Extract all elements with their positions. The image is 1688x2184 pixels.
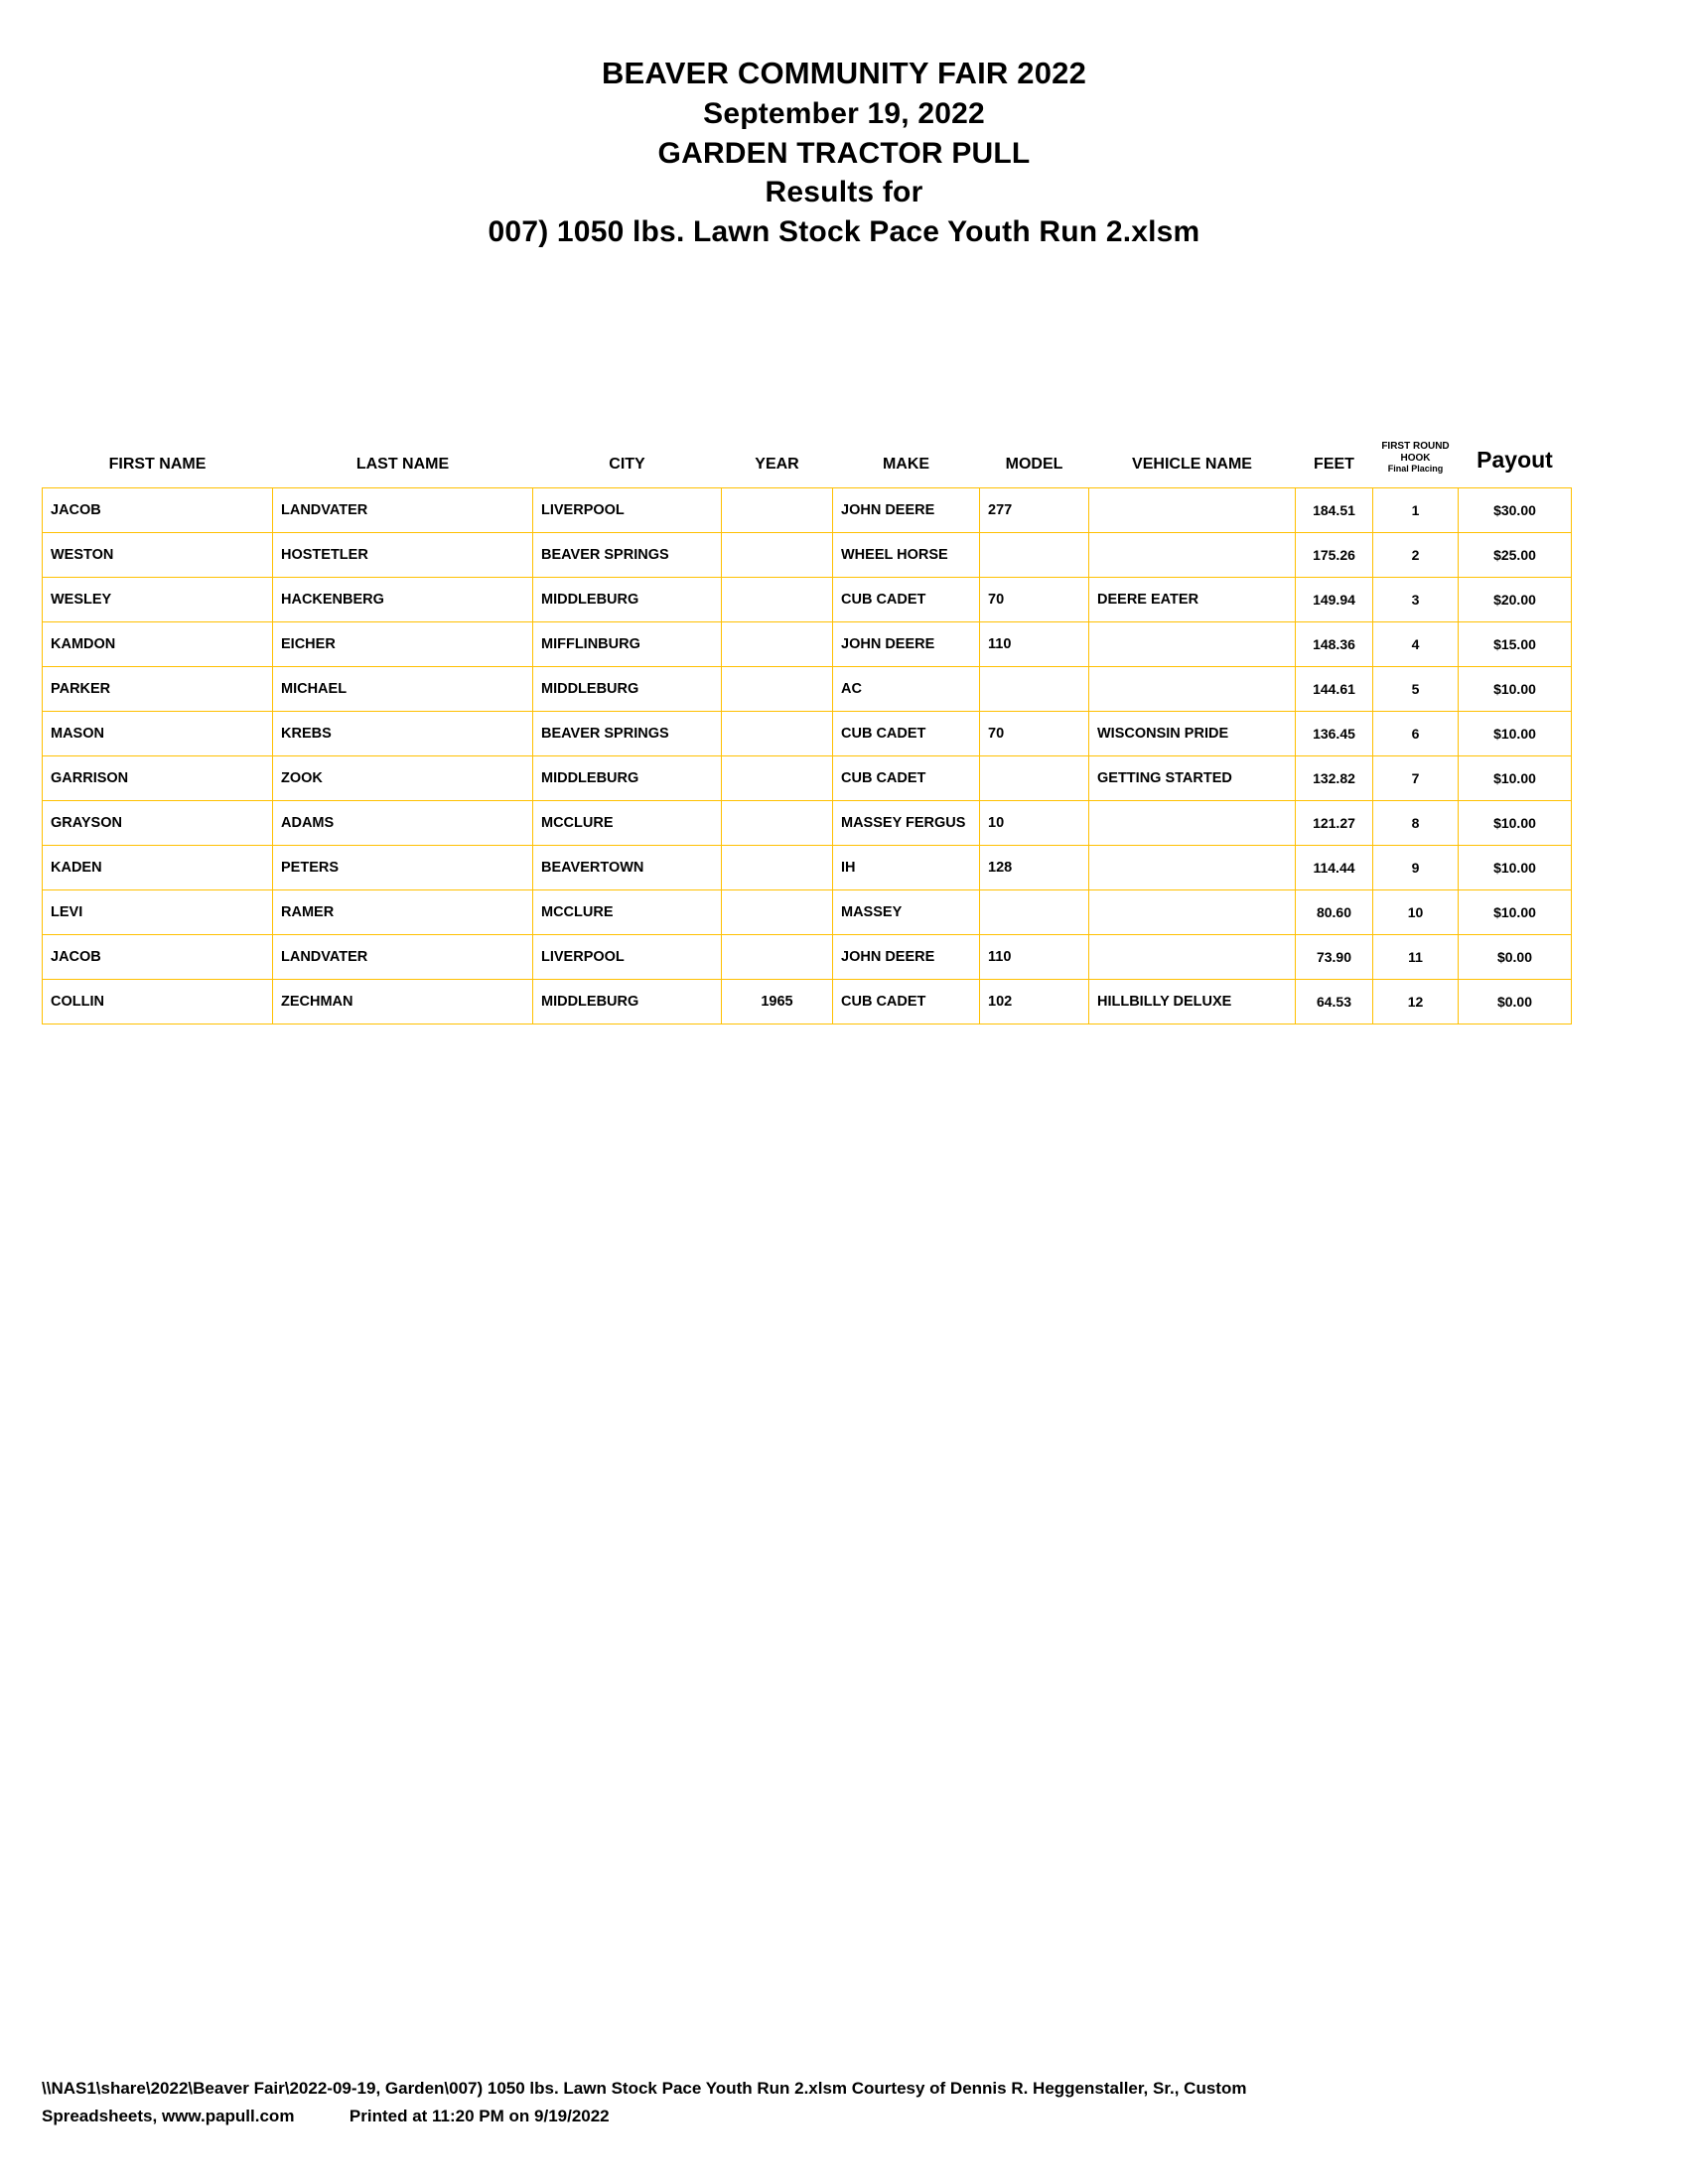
table-row	[43, 667, 1572, 712]
column-header-vehicle-name: VEHICLE NAME	[1132, 456, 1252, 474]
cell-final-placing: 11	[1373, 935, 1459, 980]
cell-last-name: MICHAEL	[273, 667, 533, 712]
cell-first-name: WESTON	[43, 533, 273, 578]
results-table	[42, 435, 1572, 1024]
cell-make: JOHN DEERE	[833, 622, 980, 667]
cell-final-placing: 6	[1373, 712, 1459, 756]
cell-feet: 136.45	[1296, 712, 1373, 756]
cell-last-name: LANDVATER	[273, 488, 533, 533]
cell-final-placing: 3	[1373, 578, 1459, 622]
footer-path-credit: \\NAS1\share\2022\Beaver Fair\2022-09-19, Garden\007) 1050 lbs. Lawn Stock Pace Youth Run 2.xlsm Courtesy of Dennis R. Heggenstaller, Sr., Custom	[42, 2078, 1247, 2098]
cell-payout: $10.00	[1459, 667, 1572, 712]
cell-vehicle-name	[1089, 667, 1296, 712]
cell-last-name: RAMER	[273, 890, 533, 935]
cell-year	[722, 667, 833, 712]
cell-city: MCCLURE	[533, 890, 722, 935]
cell-make: CUB CADET	[833, 712, 980, 756]
cell-make: CUB CADET	[833, 578, 980, 622]
cell-model: 10	[980, 801, 1089, 846]
cell-final-placing: 10	[1373, 890, 1459, 935]
cell-year	[722, 488, 833, 533]
cell-make: JOHN DEERE	[833, 935, 980, 980]
class-file-name: 007) 1050 lbs. Lawn Stock Pace Youth Run 2.xlsm	[488, 214, 1200, 248]
footer-print-time: Printed at 11:20 PM on 9/19/2022	[349, 2106, 610, 2125]
placing-header-line3: Final Placing	[1387, 464, 1444, 474]
table-row	[43, 980, 1572, 1024]
cell-make: AC	[833, 667, 980, 712]
cell-model: 70	[980, 578, 1089, 622]
cell-final-placing: 1	[1373, 488, 1459, 533]
cell-city: MIDDLEBURG	[533, 980, 722, 1024]
table-row	[43, 935, 1572, 980]
cell-year	[722, 712, 833, 756]
event-date: September 19, 2022	[703, 96, 985, 130]
cell-city: BEAVERTOWN	[533, 846, 722, 890]
cell-last-name: KREBS	[273, 712, 533, 756]
cell-first-name: KAMDON	[43, 622, 273, 667]
cell-payout: $0.00	[1459, 935, 1572, 980]
placing-header-line1: FIRST ROUND	[1381, 441, 1450, 452]
cell-first-name: WESLEY	[43, 578, 273, 622]
table-row	[43, 846, 1572, 890]
cell-final-placing: 9	[1373, 846, 1459, 890]
cell-make: JOHN DEERE	[833, 488, 980, 533]
document-footer	[42, 2075, 1630, 2130]
cell-city: BEAVER SPRINGS	[533, 712, 722, 756]
cell-last-name: HOSTETLER	[273, 533, 533, 578]
cell-model	[980, 756, 1089, 801]
cell-first-name: GARRISON	[43, 756, 273, 801]
event-name: GARDEN TRACTOR PULL	[657, 136, 1031, 170]
column-header-final-placing	[1373, 435, 1459, 488]
cell-final-placing: 4	[1373, 622, 1459, 667]
cell-vehicle-name: HILLBILLY DELUXE	[1089, 980, 1296, 1024]
table-row	[43, 533, 1572, 578]
cell-first-name: LEVI	[43, 890, 273, 935]
table-row	[43, 578, 1572, 622]
cell-vehicle-name: GETTING STARTED	[1089, 756, 1296, 801]
table-row	[43, 488, 1572, 533]
cell-city: LIVERPOOL	[533, 935, 722, 980]
cell-last-name: EICHER	[273, 622, 533, 667]
results-table-body	[43, 488, 1572, 1024]
cell-feet: 144.61	[1296, 667, 1373, 712]
cell-make: WHEEL HORSE	[833, 533, 980, 578]
cell-city: LIVERPOOL	[533, 488, 722, 533]
cell-model: 102	[980, 980, 1089, 1024]
placing-header-line2: HOOK	[1400, 452, 1431, 464]
cell-first-name: PARKER	[43, 667, 273, 712]
cell-year	[722, 935, 833, 980]
fair-title: BEAVER COMMUNITY FAIR 2022	[601, 56, 1087, 90]
cell-vehicle-name	[1089, 622, 1296, 667]
cell-first-name: MASON	[43, 712, 273, 756]
cell-last-name: LANDVATER	[273, 935, 533, 980]
cell-feet: 148.36	[1296, 622, 1373, 667]
cell-payout: $15.00	[1459, 622, 1572, 667]
column-header-year: YEAR	[755, 456, 799, 474]
cell-feet: 132.82	[1296, 756, 1373, 801]
cell-final-placing: 7	[1373, 756, 1459, 801]
cell-year	[722, 578, 833, 622]
cell-payout: $20.00	[1459, 578, 1572, 622]
table-row	[43, 622, 1572, 667]
cell-feet: 149.94	[1296, 578, 1373, 622]
cell-vehicle-name: WISCONSIN PRIDE	[1089, 712, 1296, 756]
cell-year	[722, 533, 833, 578]
cell-model	[980, 533, 1089, 578]
cell-vehicle-name	[1089, 801, 1296, 846]
cell-feet: 73.90	[1296, 935, 1373, 980]
cell-last-name: ADAMS	[273, 801, 533, 846]
cell-year	[722, 622, 833, 667]
cell-final-placing: 2	[1373, 533, 1459, 578]
cell-city: MIFFLINBURG	[533, 622, 722, 667]
document-header	[0, 0, 1688, 251]
cell-final-placing: 12	[1373, 980, 1459, 1024]
cell-make: IH	[833, 846, 980, 890]
cell-feet: 114.44	[1296, 846, 1373, 890]
cell-vehicle-name	[1089, 935, 1296, 980]
cell-vehicle-name	[1089, 846, 1296, 890]
cell-last-name: HACKENBERG	[273, 578, 533, 622]
cell-model: 128	[980, 846, 1089, 890]
cell-city: MIDDLEBURG	[533, 756, 722, 801]
cell-make: MASSEY	[833, 890, 980, 935]
cell-feet: 175.26	[1296, 533, 1373, 578]
cell-model: 110	[980, 622, 1089, 667]
cell-year	[722, 801, 833, 846]
cell-first-name: KADEN	[43, 846, 273, 890]
table-row	[43, 756, 1572, 801]
cell-city: MIDDLEBURG	[533, 578, 722, 622]
cell-last-name: ZECHMAN	[273, 980, 533, 1024]
cell-city: BEAVER SPRINGS	[533, 533, 722, 578]
cell-feet: 121.27	[1296, 801, 1373, 846]
cell-vehicle-name	[1089, 533, 1296, 578]
cell-model	[980, 667, 1089, 712]
cell-vehicle-name	[1089, 488, 1296, 533]
column-header-feet: FEET	[1314, 456, 1354, 474]
cell-payout: $0.00	[1459, 980, 1572, 1024]
cell-first-name: JACOB	[43, 488, 273, 533]
column-header-last-name: LAST NAME	[355, 456, 450, 474]
table-row	[43, 801, 1572, 846]
cell-make: CUB CADET	[833, 756, 980, 801]
column-header-make: MAKE	[882, 456, 930, 474]
results-table-wrapper	[42, 435, 1620, 1024]
column-header-first-name: FIRST NAME	[108, 456, 207, 474]
column-header-payout: Payout	[1477, 447, 1553, 474]
cell-payout: $10.00	[1459, 890, 1572, 935]
cell-model: 277	[980, 488, 1089, 533]
cell-final-placing: 5	[1373, 667, 1459, 712]
cell-vehicle-name: DEERE EATER	[1089, 578, 1296, 622]
cell-vehicle-name	[1089, 890, 1296, 935]
table-header-row	[43, 435, 1572, 488]
cell-payout: $10.00	[1459, 712, 1572, 756]
cell-make: CUB CADET	[833, 980, 980, 1024]
cell-year	[722, 756, 833, 801]
cell-first-name: GRAYSON	[43, 801, 273, 846]
cell-final-placing: 8	[1373, 801, 1459, 846]
cell-feet: 64.53	[1296, 980, 1373, 1024]
cell-model	[980, 890, 1089, 935]
cell-last-name: PETERS	[273, 846, 533, 890]
cell-feet: 184.51	[1296, 488, 1373, 533]
table-row	[43, 712, 1572, 756]
cell-year: 1965	[722, 980, 833, 1024]
footer-website: Spreadsheets, www.papull.com	[42, 2106, 295, 2125]
cell-feet: 80.60	[1296, 890, 1373, 935]
cell-payout: $10.00	[1459, 846, 1572, 890]
cell-payout: $30.00	[1459, 488, 1572, 533]
cell-model: 110	[980, 935, 1089, 980]
cell-first-name: JACOB	[43, 935, 273, 980]
cell-year	[722, 890, 833, 935]
column-header-model: MODEL	[1005, 456, 1063, 474]
results-label: Results for	[765, 176, 923, 209]
cell-make: MASSEY FERGUS	[833, 801, 980, 846]
cell-city: MCCLURE	[533, 801, 722, 846]
cell-payout: $25.00	[1459, 533, 1572, 578]
cell-year	[722, 846, 833, 890]
cell-model: 70	[980, 712, 1089, 756]
cell-first-name: COLLIN	[43, 980, 273, 1024]
cell-last-name: ZOOK	[273, 756, 533, 801]
cell-payout: $10.00	[1459, 756, 1572, 801]
column-header-city: CITY	[609, 456, 645, 474]
cell-city: MIDDLEBURG	[533, 667, 722, 712]
table-row	[43, 890, 1572, 935]
cell-payout: $10.00	[1459, 801, 1572, 846]
